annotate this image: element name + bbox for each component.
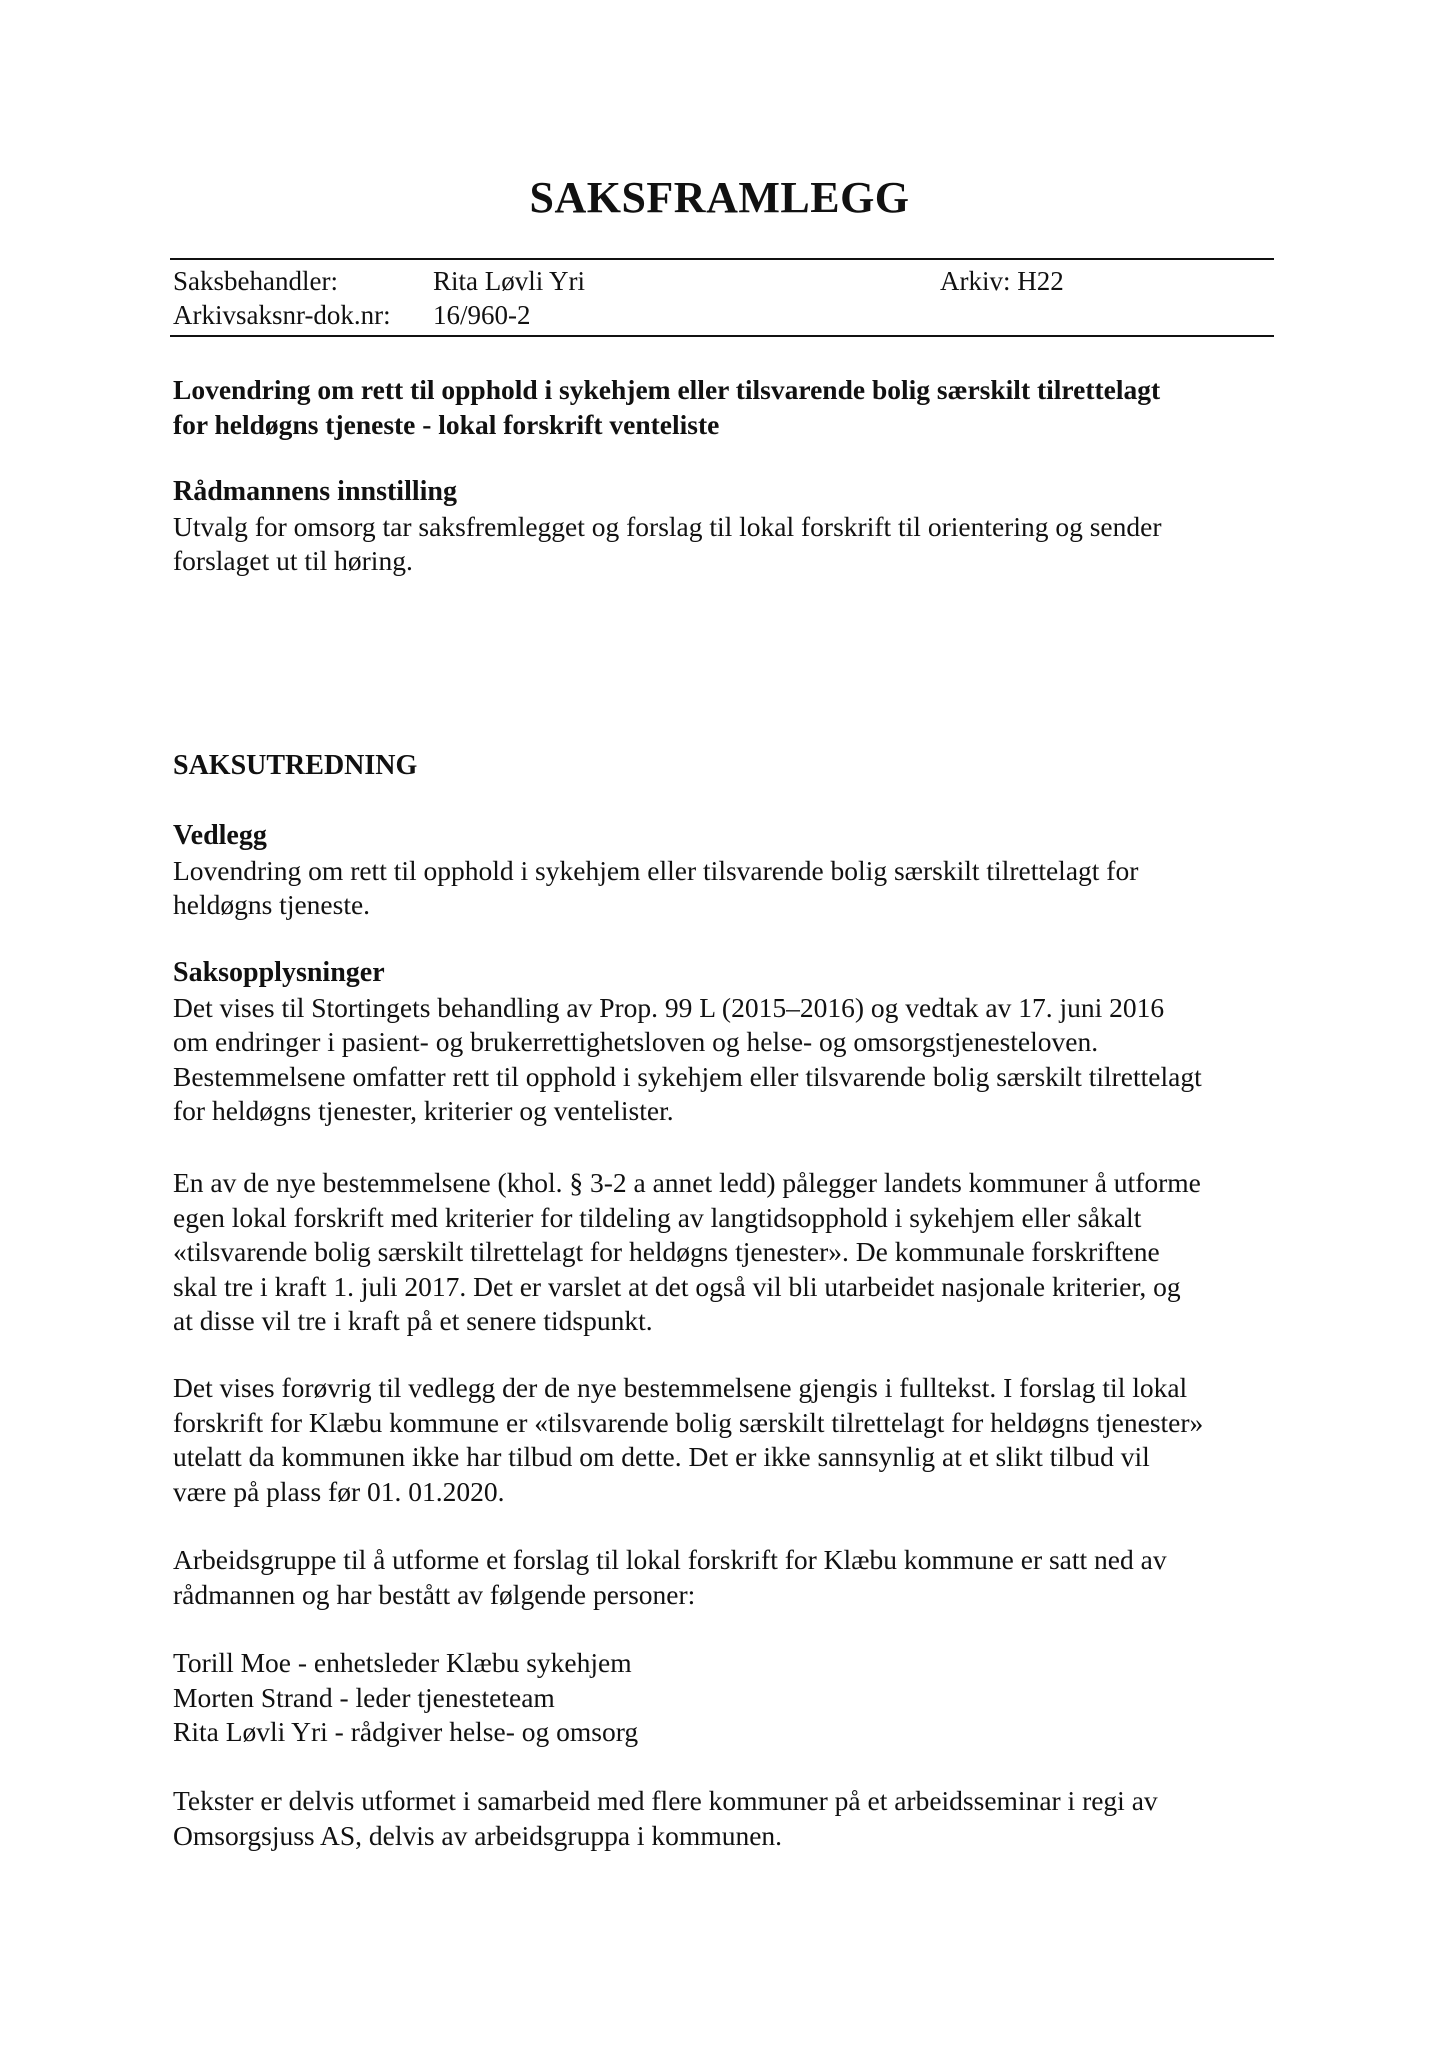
member-item: Morten Strand - leder tjenesteteam [173,1681,555,1713]
innstilling-section [173,475,1283,579]
innstilling-line: Utvalg for omsorg tar saksfremlegget og forslag til lokal forskrift til orientering og sender [173,510,1162,542]
subject-heading [173,373,1283,442]
subject-line: for heldøgns tjeneste - lokal forskrift venteliste [173,408,720,440]
saksutredning-heading: SAKSUTREDNING [173,750,418,781]
paragraph-2 [173,1166,1283,1339]
member-item: Torill Moe - enhetsleder Klæbu sykehjem [173,1647,632,1678]
saksopplysninger-section [173,956,1283,1129]
vedlegg-line: heldøgns tjeneste. [173,889,371,920]
paragraph-line: Omsorgsjuss AS, delvis av arbeidsgruppa i kommunen. [173,1819,783,1851]
innstilling-line: forslaget ut til høring. [173,545,413,576]
paragraph-line: Det vises til Stortingets behandling av Prop. 99 L (2015–2016) og vedtak av 17. juni 2016 [173,991,1165,1023]
paragraph-line: egen lokal forskrift med kriterier for tildeling av langtidsopphold i sykehjem eller såkalt [173,1201,1142,1233]
arkiv-value: Arkiv: H22 [940,266,1064,296]
vedlegg-section [173,819,1283,923]
paragraph-line: Arbeidsgruppe til å utforme et forslag til lokal forskrift for Klæbu kommune er satt ned av [173,1544,1167,1575]
subject-line: Lovendring om rett til opphold i sykehjem eller tilsvarende bolig særskilt tilrettelagt [173,374,1161,405]
top-divider [170,258,1274,260]
paragraph-line: rådmannen og har bestått av følgende personer: [173,1578,696,1610]
paragraph-5 [173,1784,1283,1853]
document-title: SAKSFRAMLEGG [529,173,910,222]
saksbehandler-label: Saksbehandler: [173,266,338,296]
paragraph-line: utelatt da kommunen ikke har tilbud om dette. Det er ikke sannsynlig at et slikt tilbud vil [173,1441,1150,1472]
paragraph-line: Det vises forøvrig til vedlegg der de nye bestemmelsene gjengis i fulltekst. I forslag til lokal [173,1372,1188,1403]
paragraph-line: forskrift for Klæbu kommune er «tilsvarende bolig særskilt tilrettelagt for heldøgns tjenester» [173,1406,1204,1438]
arkivsaksnr-value: 16/960-2 [433,300,531,330]
paragraph-3 [173,1371,1283,1509]
paragraph-line: om endringer i pasient- og brukerrettighetsloven og helse- og omsorgstjenesteloven. [173,1026,1099,1057]
paragraph-line: Bestemmelsene omfatter rett til opphold i sykehjem eller tilsvarende bolig særskilt tilrettelagt [173,1060,1202,1092]
saksbehandler-value: Rita Løvli Yri [433,266,585,296]
paragraph-4 [173,1543,1283,1612]
vedlegg-line: Lovendring om rett til opphold i sykehjem eller tilsvarende bolig særskilt tilrettelagt for [173,854,1139,886]
member-item: Rita Løvli Yri - rådgiver helse- og omsorg [173,1716,639,1747]
paragraph-line: at disse vil tre i kraft på et senere tidspunkt. [173,1305,653,1336]
arkivsaksnr-label: Arkivsaksnr-dok.nr: [173,300,391,330]
member-list [173,1646,1283,1750]
saksopplysninger-heading: Saksopplysninger [173,957,385,988]
paragraph-line: «tilsvarende bolig særskilt tilrettelagt for heldøgns tjenester». De kommunale forskriftene [173,1236,1160,1267]
innstilling-heading: Rådmannens innstilling [173,476,457,507]
bottom-divider [170,335,1274,337]
paragraph-line: skal tre i kraft 1. juli 2017. Det er varslet at det også vil bli utarbeidet nasjonale kriterier, og [173,1270,1181,1302]
paragraph-line: Tekster er delvis utformet i samarbeid med flere kommuner på et arbeidsseminar i regi av [173,1785,1158,1816]
paragraph-line: for heldøgns tjenester, kriterier og ventelister. [173,1095,674,1126]
paragraph-line: En av de nye bestemmelsene (khol. § 3-2 a annet ledd) pålegger landets kommuner å utforme [173,1167,1201,1198]
vedlegg-heading: Vedlegg [173,820,267,851]
paragraph-line: være på plass før 01. 01.2020. [173,1475,505,1507]
